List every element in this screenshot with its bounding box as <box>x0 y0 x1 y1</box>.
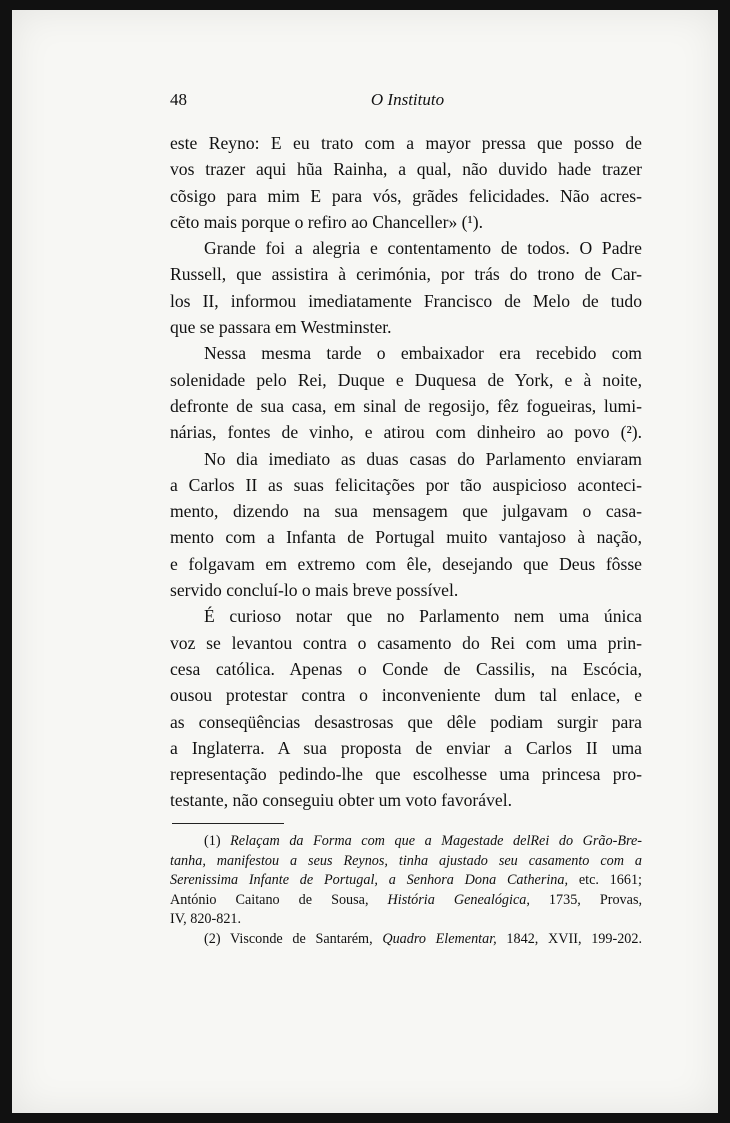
footnote-citation-title: tanha, manifestou a seus Reynos, tinha ajustado seu casamento com a <box>170 852 642 869</box>
footnote-line <box>170 832 642 852</box>
text-line: a Inglaterra. A sua proposta de enviar a Carlos II uma <box>170 737 642 758</box>
footnote-work-title: Quadro Elementar, <box>382 930 497 947</box>
text-line: los II, informou imediatamente Francisco de Melo de tudo <box>170 290 642 311</box>
text-line: defronte de sua casa, em sinal de regosijo, fêz fogueiras, lumi- <box>170 395 642 416</box>
text-line: cõsigo para mim E para vós, grãdes felicidades. Não acres- <box>170 185 642 206</box>
footnotes <box>170 832 642 949</box>
running-title: O Instituto <box>370 90 445 109</box>
text-line: mento, dizendo na sua mensagem que julgavam o casa- <box>170 501 642 522</box>
text-line: solenidade pelo Rei, Duque e Duquesa de York, e à noite, <box>170 369 642 390</box>
text-line: No dia imediato as duas casas do Parlamento enviaram <box>204 448 642 469</box>
text-line: Nessa mesma tarde o embaixador era recebido com <box>204 343 642 364</box>
text-line: cesa católica. Apenas o Conde de Cassilis, na Escócia, <box>170 658 642 679</box>
text-line: e folgavam em extremo com êle, desejando que Deus fôsse <box>170 553 642 574</box>
footnote-marker: (1) <box>204 833 221 849</box>
footnote-text: Visconde de Santarém, <box>229 930 373 947</box>
footnote-line <box>170 910 642 930</box>
footnote-text: etc. 1661; <box>578 872 643 888</box>
footnote-text: 1735, Provas, <box>548 891 643 908</box>
text-line: servido concluí-lo o mais breve possível. <box>170 580 459 601</box>
text-line: ousou protestar contra o inconveniente dum tal enlace, e <box>170 685 642 706</box>
footnote-work-title: História Genealógica, <box>387 891 530 908</box>
page-number: 48 <box>170 90 187 109</box>
footnote-line <box>170 930 642 950</box>
footnote-text: António Caitano de Sousa, <box>170 891 369 908</box>
text-line: que se passara em Westminster. <box>170 317 392 338</box>
footnote-2 <box>170 930 642 950</box>
footnote-text: 1842, XVII, 199-202. <box>506 930 643 947</box>
text-line: voz se levantou contra o casamento do Rei com uma prin- <box>170 632 642 653</box>
footnote-rule <box>172 823 284 824</box>
text-line: representação pedindo-lhe que escolhesse uma princesa pro- <box>170 764 642 785</box>
text-line: mento com a Infanta de Portugal muito vantajoso à nação, <box>170 527 642 548</box>
text-line: as conseqüências desastrosas que dêle podiam surgir para <box>170 711 642 732</box>
text-line: este Reyno: E eu trato com a mayor pressa que posso de <box>170 133 642 153</box>
text-line: Grande foi a alegria e contentamento de todos. O Padre <box>204 238 642 259</box>
text-line: vos trazer aqui hũa Rainha, a qual, não duvido hade trazer <box>170 159 642 180</box>
text-line: testante, não conseguiu obter um voto favorável. <box>170 790 512 811</box>
text-line: É curioso notar que no Parlamento nem uma única <box>204 606 642 627</box>
footnote-citation-title: Serenissima Infante de Portugal, a Senhora Dona Catherina, <box>170 872 569 888</box>
page-header <box>170 90 645 114</box>
footnote-line <box>170 891 642 911</box>
text-line: nárias, fontes de vinho, e atirou com dinheiro ao povo (²). <box>170 422 642 443</box>
footnote-text: IV, 820-821. <box>170 911 242 927</box>
text-line: a Carlos II as suas felicitações por tão auspicioso aconteci- <box>170 474 642 495</box>
footnote-marker: (2) <box>204 930 221 947</box>
footnote-line <box>170 871 642 891</box>
text-line: cẽto mais porque o refiro ao Chanceller» (¹). <box>170 211 484 232</box>
footnote-citation-title: Relaçam da Forma com que a Magestade delRei do Grão-Bre- <box>230 833 642 849</box>
footnote-1 <box>170 832 642 930</box>
body-text <box>170 130 642 814</box>
footnote-line <box>170 852 642 872</box>
text-line: Russell, que assistira à cerimónia, por trás do trono de Car- <box>170 264 642 285</box>
